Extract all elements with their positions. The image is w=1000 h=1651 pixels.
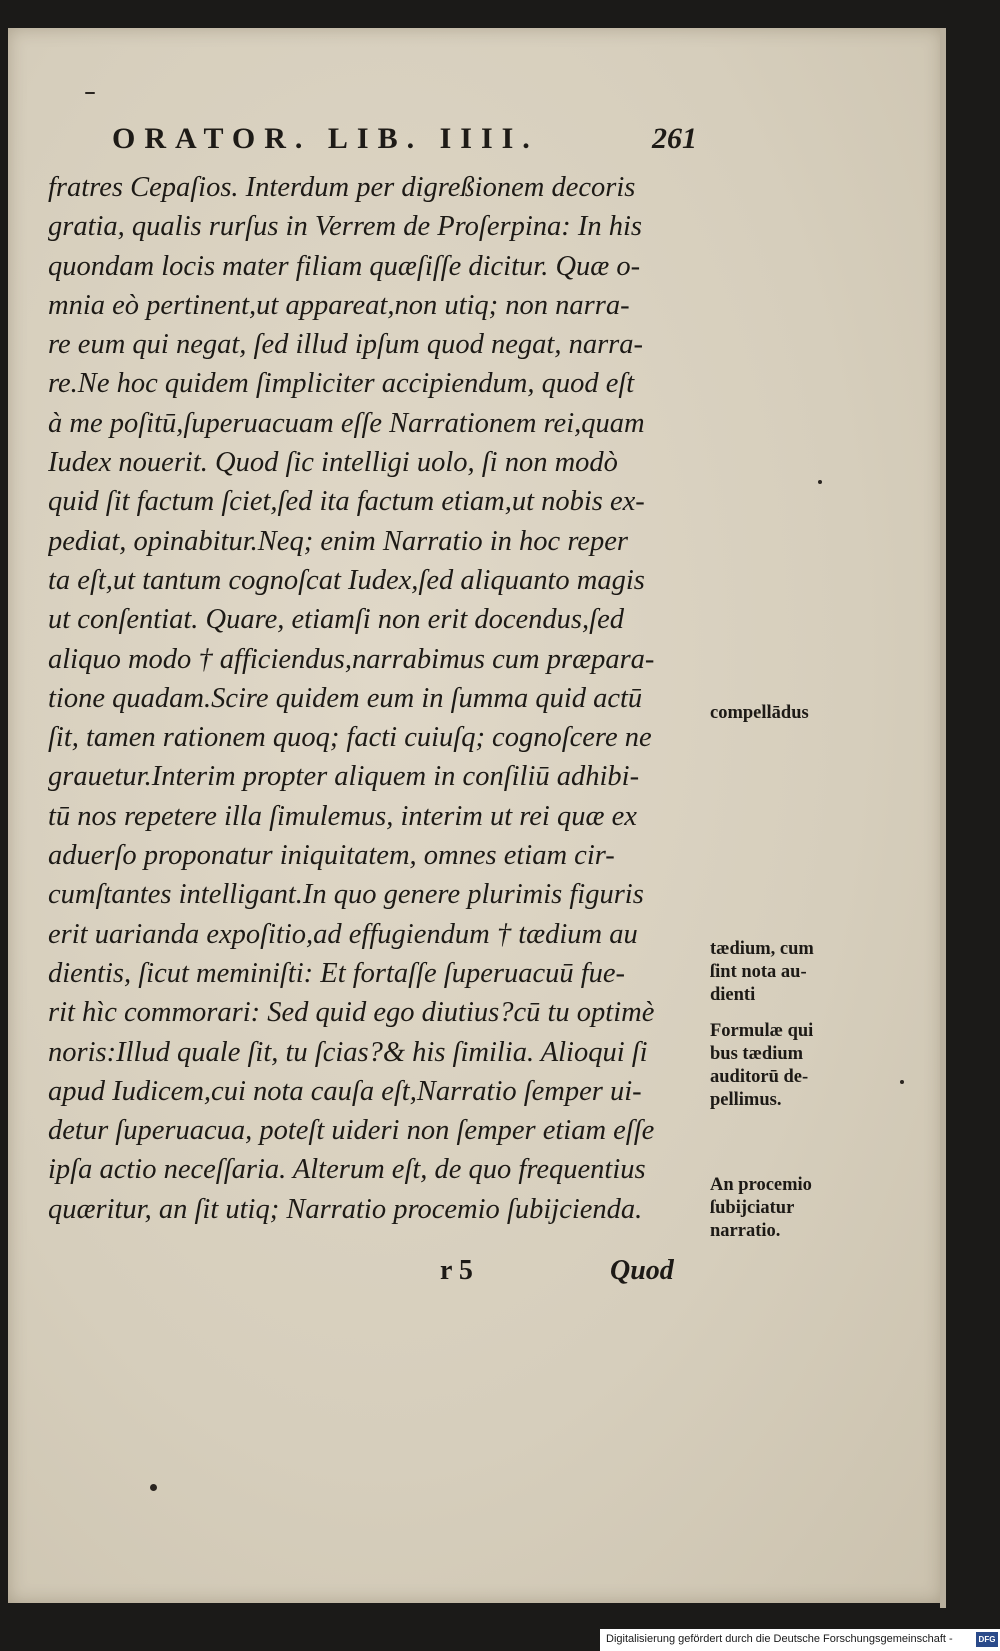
marginal-note-line: Formulæ qui xyxy=(710,1021,814,1041)
text-line: tione quadam.Scire quidem eum in ſumma quid actū xyxy=(48,682,643,714)
marginal-note-line: ſubijciatur xyxy=(710,1198,795,1218)
text-line: quæritur, an ſit utiq; Narratio procemio ſubijcienda. xyxy=(48,1193,643,1225)
signature-mark: r 5 xyxy=(440,1255,473,1286)
page-edge xyxy=(940,28,946,1608)
text-line: ta eſt,ut tantum cognoſcat Iudex,ſed aliquanto magis xyxy=(48,564,645,596)
ink-speck xyxy=(150,1484,157,1491)
text-line: aliquo modo † afficiendus,narrabimus cum præpara- xyxy=(48,643,655,675)
ink-speck xyxy=(900,1080,904,1084)
text-line: pediat, opinabitur.Neq; enim Narratio in hoc reper xyxy=(48,525,628,557)
text-line: ipſa actio neceſſaria. Alterum eſt, de quo frequentius xyxy=(48,1154,646,1186)
dfg-logo: DFG xyxy=(976,1632,998,1647)
text-line: re.Ne hoc quidem ſimpliciter accipiendum, quod eſt xyxy=(48,368,635,400)
text-line: gratia, qualis rurſus in Verrem de Proſerpina: In his xyxy=(48,211,643,243)
marginal-note-line: dienti xyxy=(710,985,756,1005)
marginal-note-line: bus tædium xyxy=(710,1044,804,1064)
marginal-note xyxy=(710,702,809,725)
text-line: dientis, ſicut meminiſti: Et fortaſſe ſuperuacuū fue- xyxy=(48,957,626,989)
marginal-note xyxy=(710,1174,812,1243)
text-line: apud Iudicem,cui nota cauſa eſt,Narratio ſemper ui- xyxy=(48,1075,642,1107)
ink-speck xyxy=(85,92,95,94)
text-line: re eum qui negat, ſed illud ipſum quod negat, narra- xyxy=(48,329,644,361)
main-text-block xyxy=(48,168,673,1229)
marginal-note-line: compellādus xyxy=(710,703,809,723)
page-number: 261 xyxy=(652,122,697,155)
text-line: à me poſitū,ſuperuacuam eſſe Narrationem rei,quam xyxy=(48,407,645,439)
marginal-note-line: tædium, cum xyxy=(710,939,814,959)
text-line: ut conſentiat. Quare, etiamſi non erit docendus,ſed xyxy=(48,604,624,636)
text-line: aduerſo proponatur iniquitatem, omnes etiam cir- xyxy=(48,840,615,872)
marginal-note-line: An procemio xyxy=(710,1175,812,1195)
marginal-note-line: ſint nota au- xyxy=(710,962,807,982)
digitization-footer xyxy=(600,1629,1000,1651)
marginal-note xyxy=(710,938,814,1007)
catchword-line xyxy=(440,1255,700,1291)
text-line: quid ſit factum ſciet,ſed ita factum etiam,ut nobis ex- xyxy=(48,486,645,518)
text-line: erit uarianda expoſitio,ad effugiendum † tædium au xyxy=(48,918,638,950)
marginal-note-line: auditorū de- xyxy=(710,1067,809,1087)
text-line: fratres Cepaſios. Interdum per digreßionem decoris xyxy=(48,172,636,203)
text-line: detur ſuperuacua, poteſt uideri non ſemper etiam eſſe xyxy=(48,1115,655,1147)
ink-speck xyxy=(818,480,822,484)
text-line: noris:Illud quale ſit, tu ſcias?& his ſimilia. Alioqui ſi xyxy=(48,1036,648,1068)
text-line: quondam locis mater filiam quæſiſſe dicitur. Quæ o- xyxy=(48,250,641,282)
text-line: cumſtantes intelligant.In quo genere plurimis figuris xyxy=(48,879,644,911)
text-line: mnia eò pertinent,ut appareat,non utiq; non narra- xyxy=(48,289,630,321)
running-head: ORATOR. LIB. IIII. xyxy=(112,122,539,155)
text-line: tū nos repetere illa ſimulemus, interim ut rei quæ ex xyxy=(48,800,637,832)
text-line: ſit, tamen rationem quoq; facti cuiuſq; cognoſcere ne xyxy=(48,722,652,754)
page-header xyxy=(112,122,712,162)
marginal-note xyxy=(710,1020,813,1112)
text-line: grauetur.Interim propter aliquem in conſiliū adhibi- xyxy=(48,761,640,793)
marginal-note-line: narratio. xyxy=(710,1221,781,1241)
catchword: Quod xyxy=(610,1255,674,1286)
text-line: rit hìc commorari: Sed quid ego diutius?cū tu optimè xyxy=(48,997,655,1029)
funding-notice: Digitalisierung gefördert durch die Deutsche Forschungsgemeinschaft - xyxy=(606,1633,953,1645)
marginal-note-line: pellimus. xyxy=(710,1090,782,1110)
text-line: Iudex nouerit. Quod ſic intelligi uolo, ſi non modò xyxy=(48,447,618,479)
